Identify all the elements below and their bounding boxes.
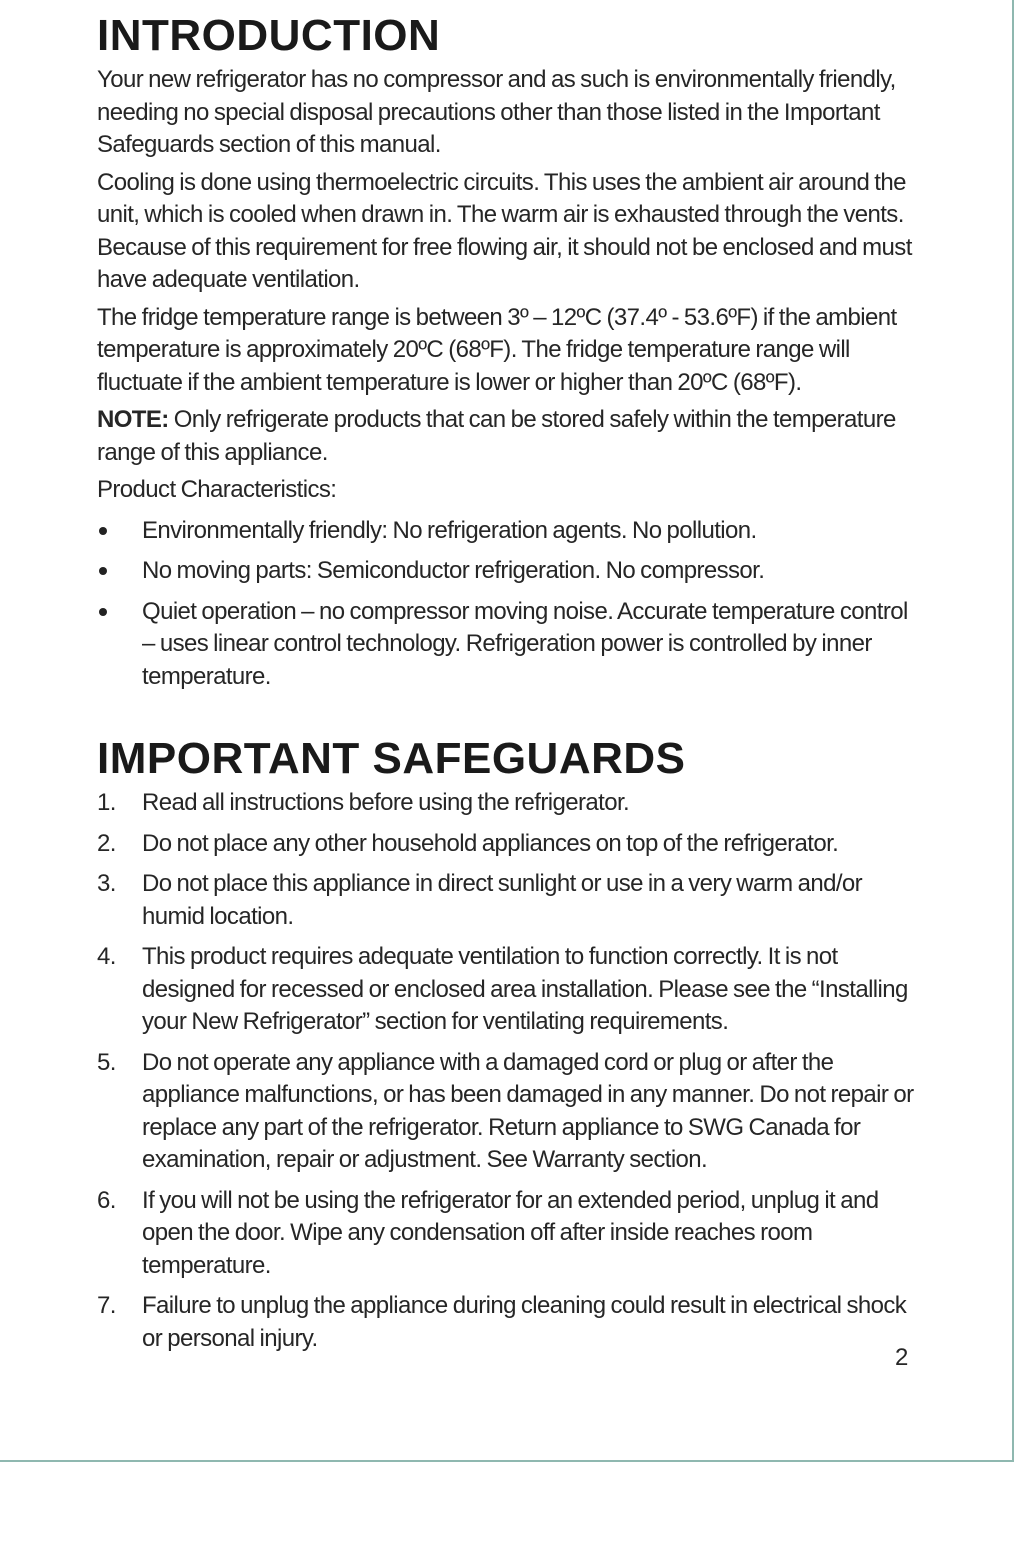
note-label: NOTE:	[97, 406, 169, 433]
list-item-text: Environmentally friendly: No refrigeration agents. No pollution.	[142, 516, 757, 544]
item-number: 7.	[97, 1292, 116, 1319]
list-item-text: Do not place any other household appliances on top of the refrigerator.	[142, 829, 839, 857]
bullet-icon	[99, 567, 107, 575]
list-item-text: If you will not be using the refrigerator for an extended period, unplug it and open the door. Wipe any condensation off after inside reaches room temperature.	[142, 1186, 879, 1279]
note-paragraph	[97, 404, 917, 469]
note-text: Only refrigerate products that can be stored safely within the temperature range of this appliance.	[97, 406, 896, 466]
item-number: 3.	[97, 870, 116, 897]
bullet-icon	[99, 527, 107, 535]
item-number: 6.	[97, 1186, 116, 1214]
list-item	[97, 828, 917, 861]
safeguards-heading: IMPORTANT SAFEGUARDS	[97, 734, 686, 783]
intro-paragraph: Your new refrigerator has no compressor and as such is environmentally friendly, needing no special disposal precautions other than those listed in the Important Safeguards section of this manual.	[97, 66, 896, 158]
list-item	[97, 596, 917, 694]
list-item-text: This product requires adequate ventilation to function correctly. It is not designed for recessed or enclosed area installation. Please see the “Installing your New Refrigerator” section for ventilating requirements.	[142, 943, 908, 1035]
characteristics-label: Product Characteristics:	[97, 476, 337, 503]
item-number: 2.	[97, 829, 116, 857]
item-number: 4.	[97, 943, 116, 970]
safeguards-section	[97, 731, 917, 1355]
intro-paragraph: The fridge temperature range is between 3º – 12ºC (37.4º - 53.6ºF) if the ambient temperature is approximately 20ºC (68ºF). The fridge temperature range will fluctuate if the ambient temperature is lower or higher than 20ºC (68ºF).	[97, 303, 897, 396]
item-number: 1.	[97, 789, 116, 816]
list-item-text: Failure to unplug the appliance during cleaning could result in electrical shock or personal injury.	[142, 1292, 907, 1352]
list-item-text: Quiet operation – no compressor moving noise. Accurate temperature control – uses linear control technology. Refrigeration power is controlled by inner temperature.	[142, 597, 908, 690]
list-item	[97, 1290, 917, 1355]
list-item-text: Read all instructions before using the refrigerator.	[142, 789, 630, 816]
list-item	[97, 868, 917, 933]
list-item-text: Do not operate any appliance with a damaged cord or plug or after the appliance malfunctions, or has been damaged in any manner. Do not repair or replace any part of the refrigerator. Return appliance to SWG Canada for examination, repair or adjustment. See Warranty section.	[142, 1048, 914, 1173]
page-content	[97, 8, 917, 1363]
intro-paragraph: Cooling is done using thermoelectric circuits. This uses the ambient air around the unit, which is cooled when drawn in. The warm air is exhausted through the vents. Because of this requirement for free flowing air, it should not be enclosed and must have adequate ventilation.	[97, 168, 912, 293]
list-item	[97, 555, 917, 588]
safeguards-list	[97, 787, 917, 1355]
characteristics-list	[97, 515, 917, 694]
list-item	[97, 787, 917, 820]
introduction-heading: INTRODUCTION	[97, 11, 441, 60]
list-item	[97, 1185, 917, 1283]
item-number: 5.	[97, 1048, 116, 1076]
list-item-text: Do not place this appliance in direct sunlight or use in a very warm and/or humid location.	[142, 870, 863, 930]
list-item	[97, 941, 917, 1039]
list-item	[97, 1047, 917, 1177]
bullet-icon	[99, 608, 107, 616]
page-number: 2	[895, 1344, 909, 1371]
list-item	[97, 515, 917, 548]
list-item-text: No moving parts: Semiconductor refrigeration. No compressor.	[142, 557, 765, 584]
